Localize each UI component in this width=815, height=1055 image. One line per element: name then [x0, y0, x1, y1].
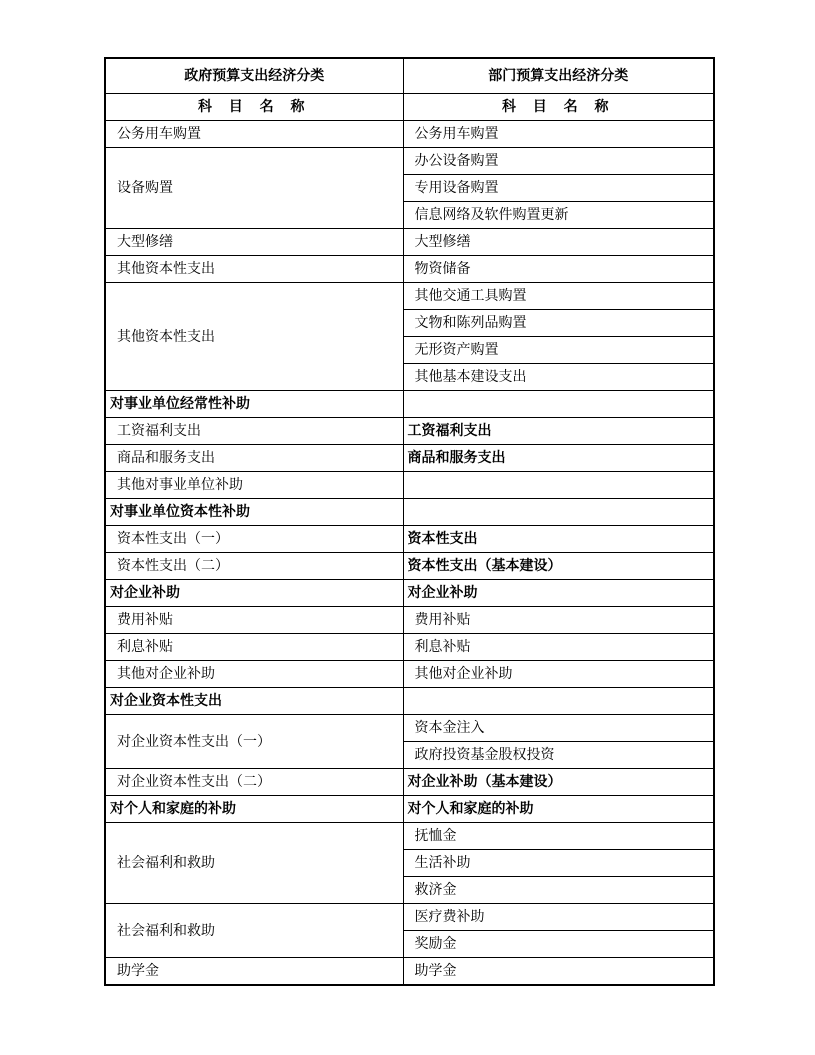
dept-item: 政府投资基金股权投资	[403, 742, 714, 769]
table-row	[105, 526, 714, 553]
table-row	[105, 418, 714, 445]
gov-category: 对个人和家庭的补助	[105, 796, 403, 823]
dept-item: 救济金	[403, 877, 714, 904]
dept-item: 资本金注入	[403, 715, 714, 742]
gov-item: 设备购置	[105, 148, 403, 229]
gov-item: 资本性支出（一）	[105, 526, 403, 553]
gov-item: 助学金	[105, 958, 403, 986]
gov-category: 对事业单位经常性补助	[105, 391, 403, 418]
table-row	[105, 769, 714, 796]
dept-item	[403, 391, 714, 418]
gov-item: 其他对事业单位补助	[105, 472, 403, 499]
table-row	[105, 607, 714, 634]
table-subheader-row	[105, 94, 714, 121]
header-government-classification: 政府预算支出经济分类	[105, 58, 403, 94]
table-row	[105, 499, 714, 526]
dept-category: 对个人和家庭的补助	[403, 796, 714, 823]
dept-item: 其他交通工具购置	[403, 283, 714, 310]
table-row	[105, 580, 714, 607]
dept-item	[403, 499, 714, 526]
gov-item: 大型修缮	[105, 229, 403, 256]
gov-item: 对企业资本性支出（一）	[105, 715, 403, 769]
dept-item: 其他对企业补助	[403, 661, 714, 688]
gov-item: 社会福利和救助	[105, 904, 403, 958]
gov-category: 对企业补助	[105, 580, 403, 607]
table-row	[105, 715, 714, 742]
table-row	[105, 823, 714, 850]
table-row	[105, 148, 714, 175]
table-row	[105, 634, 714, 661]
dept-item: 公务用车购置	[403, 121, 714, 148]
table-row	[105, 256, 714, 283]
gov-item: 商品和服务支出	[105, 445, 403, 472]
dept-item: 利息补贴	[403, 634, 714, 661]
table-row	[105, 472, 714, 499]
subheader-left: 科 目 名 称	[105, 94, 403, 121]
dept-item: 大型修缮	[403, 229, 714, 256]
dept-category: 对企业补助	[403, 580, 714, 607]
table-row	[105, 688, 714, 715]
header-department-classification: 部门预算支出经济分类	[403, 58, 714, 94]
dept-item: 信息网络及软件购置更新	[403, 202, 714, 229]
economic-classification-table	[104, 57, 715, 986]
dept-item: 生活补助	[403, 850, 714, 877]
dept-item: 抚恤金	[403, 823, 714, 850]
table-row	[105, 121, 714, 148]
gov-item: 其他对企业补助	[105, 661, 403, 688]
gov-item: 其他资本性支出	[105, 283, 403, 391]
gov-item: 公务用车购置	[105, 121, 403, 148]
gov-category: 对事业单位资本性补助	[105, 499, 403, 526]
dept-item: 助学金	[403, 958, 714, 986]
dept-item: 物资储备	[403, 256, 714, 283]
dept-item: 其他基本建设支出	[403, 364, 714, 391]
dept-item: 专用设备购置	[403, 175, 714, 202]
gov-item: 对企业资本性支出（二）	[105, 769, 403, 796]
table-row	[105, 553, 714, 580]
dept-item: 无形资产购置	[403, 337, 714, 364]
gov-item: 资本性支出（二）	[105, 553, 403, 580]
dept-category: 资本性支出（基本建设）	[403, 553, 714, 580]
dept-category: 工资福利支出	[403, 418, 714, 445]
dept-item: 费用补贴	[403, 607, 714, 634]
dept-category: 资本性支出	[403, 526, 714, 553]
table-row	[105, 904, 714, 931]
gov-item: 社会福利和救助	[105, 823, 403, 904]
table-row	[105, 283, 714, 310]
table-header-row	[105, 58, 714, 94]
subheader-right: 科 目 名 称	[403, 94, 714, 121]
gov-item: 工资福利支出	[105, 418, 403, 445]
dept-item	[403, 688, 714, 715]
gov-category: 对企业资本性支出	[105, 688, 403, 715]
table-row	[105, 661, 714, 688]
dept-category: 商品和服务支出	[403, 445, 714, 472]
table-row	[105, 958, 714, 986]
gov-item: 费用补贴	[105, 607, 403, 634]
dept-item: 奖励金	[403, 931, 714, 958]
dept-item: 文物和陈列品购置	[403, 310, 714, 337]
table-row	[105, 445, 714, 472]
dept-item	[403, 472, 714, 499]
table-row	[105, 229, 714, 256]
dept-item: 办公设备购置	[403, 148, 714, 175]
gov-item: 利息补贴	[105, 634, 403, 661]
table-row	[105, 796, 714, 823]
dept-category: 对企业补助（基本建设）	[403, 769, 714, 796]
gov-item: 其他资本性支出	[105, 256, 403, 283]
table-row	[105, 391, 714, 418]
dept-item: 医疗费补助	[403, 904, 714, 931]
